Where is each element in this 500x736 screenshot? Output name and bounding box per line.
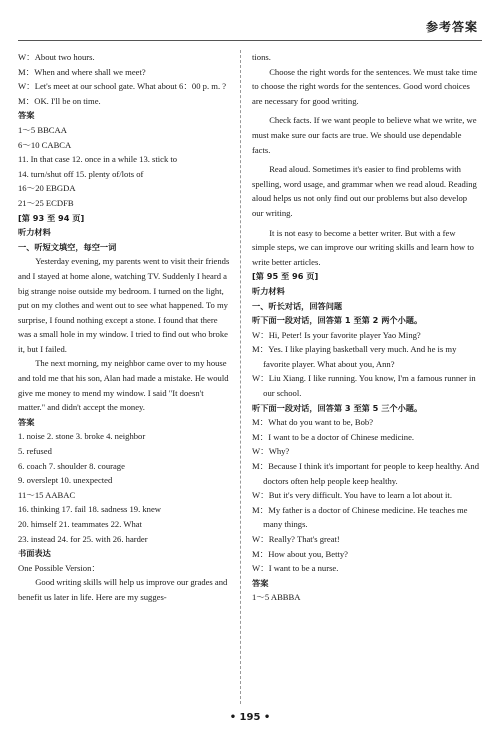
section-heading: 听力材料 — [18, 227, 51, 238]
text-line: M：Because I think it's important for people to keep healthy. And doctors often help people keep healthy. — [252, 461, 480, 486]
text-line: 11～15 AABAC — [18, 489, 76, 500]
text-line: The next morning, my neighbor came over to my house and told me that his son, Alan had made a mistake. He would give me money to mend my window. I said "It doesn't matter." and didn't accept the money. — [18, 358, 229, 413]
text-line: 1～5 BBCAA — [18, 124, 67, 135]
text-line: 16～20 EBGDA — [18, 183, 76, 194]
text-line: 5. refused — [18, 446, 52, 457]
text-line: 23. instead 24. for 25. with 26. harder — [18, 533, 148, 544]
text-line: M：When and where shall we meet? — [18, 66, 146, 77]
text-line: One Possible Version： — [18, 562, 100, 573]
text-line: M：I want to be a doctor of Chinese medicine. — [252, 431, 415, 442]
section-heading: 一、听长对话，回答问题 — [252, 300, 343, 311]
text-line: 14. turn/shut off 15. plenty of/lots of — [18, 168, 144, 179]
text-line: 20. himself 21. teammates 22. What — [18, 519, 142, 529]
text-line: Read aloud. Sometimes it's easier to find problems with spelling, word usage, and grammar when we read aloud. Reading aloud helps us not only find out our problems but also develop our writing. — [252, 164, 477, 218]
text-line: M：My father is a doctor of Chinese medicine. He teaches me many things. — [252, 504, 468, 530]
text-line: It is not easy to become a better writer. But with a few simple steps, we can improve our writing skills and learn how to write better articles. — [252, 227, 474, 267]
right-column — [252, 50, 480, 605]
page-header — [18, 14, 482, 41]
section-heading: 答案 — [18, 110, 35, 121]
text-line: Good writing skills will help us improve our grades and benefit us later in life. Here are my sugges- — [18, 577, 228, 602]
left-column — [18, 50, 232, 605]
text-line: M：OK. I'll be on time. — [18, 95, 101, 106]
text-line: 6～10 CABCA — [18, 139, 72, 150]
text-line: 21～25 ECDFB — [18, 197, 74, 208]
text-line: W：About two hours. — [18, 52, 95, 62]
section-heading: 答案 — [252, 577, 269, 588]
text-line: M：What do you want to be, Bob? — [252, 417, 374, 428]
text-line: 1. noise 2. stone 3. broke 4. neighbor — [18, 431, 146, 442]
section-heading: 听力材料 — [252, 285, 285, 296]
section-heading: 书面表达 — [18, 548, 51, 559]
section-heading: 一、听短文填空，每空一词 — [18, 241, 117, 252]
text-line: W：Let's meet at our school gate. What about 6：00 p. m. ? — [18, 81, 227, 92]
text-line: 11. In that case 12. once in a while 13. stick to — [18, 154, 178, 165]
text-line: Choose the right words for the sentences. We must take time to choose the right words for the sentences. Good word choices are necessary for good writing. — [252, 66, 478, 106]
text-line: tions. — [252, 52, 271, 62]
section-heading: 听下面一段对话，回答第 1 至第 2 两个小题。 — [252, 315, 423, 326]
text-line: 16. thinking 17. fail 18. sadness 19. knew — [18, 504, 161, 515]
text-line: Check facts. If we want people to believe what we write, we must make sure our facts are true. We should use dependable facts. — [252, 115, 477, 155]
section-heading: [第 93 至 94 页] — [18, 212, 85, 223]
text-line: 6. coach 7. shoulder 8. courage — [18, 460, 125, 471]
text-line: M：How about you, Betty? — [252, 548, 348, 559]
column-divider — [240, 50, 241, 704]
page-number: • 195 • — [229, 712, 271, 723]
text-line: W：Why? — [252, 446, 290, 457]
text-line: 9. overslept 10. unexpected — [18, 475, 113, 486]
text-line: W：Really? That's great! — [252, 534, 340, 544]
text-line: Yesterday evening, my parents went to visit their friends and I stayed at home alone, watching TV. Suddenly I heard a big strange noise outside my bedroom. I turned on the light, put on my clothes and went out to see what happened. To my surprise, I found nothing except a stone. I found that there was a small hole in my window. I tried to find out who broke it, but I failed. — [18, 256, 230, 354]
text-line: M：Yes. I like playing basketball very much. And he is my favorite player. What about you, Ann? — [252, 344, 457, 369]
text-line: W：But it's very difficult. You have to learn a lot about it. — [252, 490, 452, 501]
text-line: W：Hi, Peter! Is your favorite player Yao Ming? — [252, 329, 421, 340]
header-title: 参考答案 — [425, 20, 478, 34]
section-heading: 答案 — [18, 416, 35, 427]
section-heading: 听下面一段对话，回答第 3 至第 5 三个小题。 — [252, 402, 423, 413]
section-heading: [第 95 至 96 页] — [252, 271, 319, 282]
text-line: 1～5 ABBBA — [252, 592, 301, 603]
text-line: W：I want to be a nurse. — [252, 563, 339, 574]
text-line: W：Liu Xiang. I like running. You know, I'm a famous runner in our school. — [252, 373, 476, 399]
